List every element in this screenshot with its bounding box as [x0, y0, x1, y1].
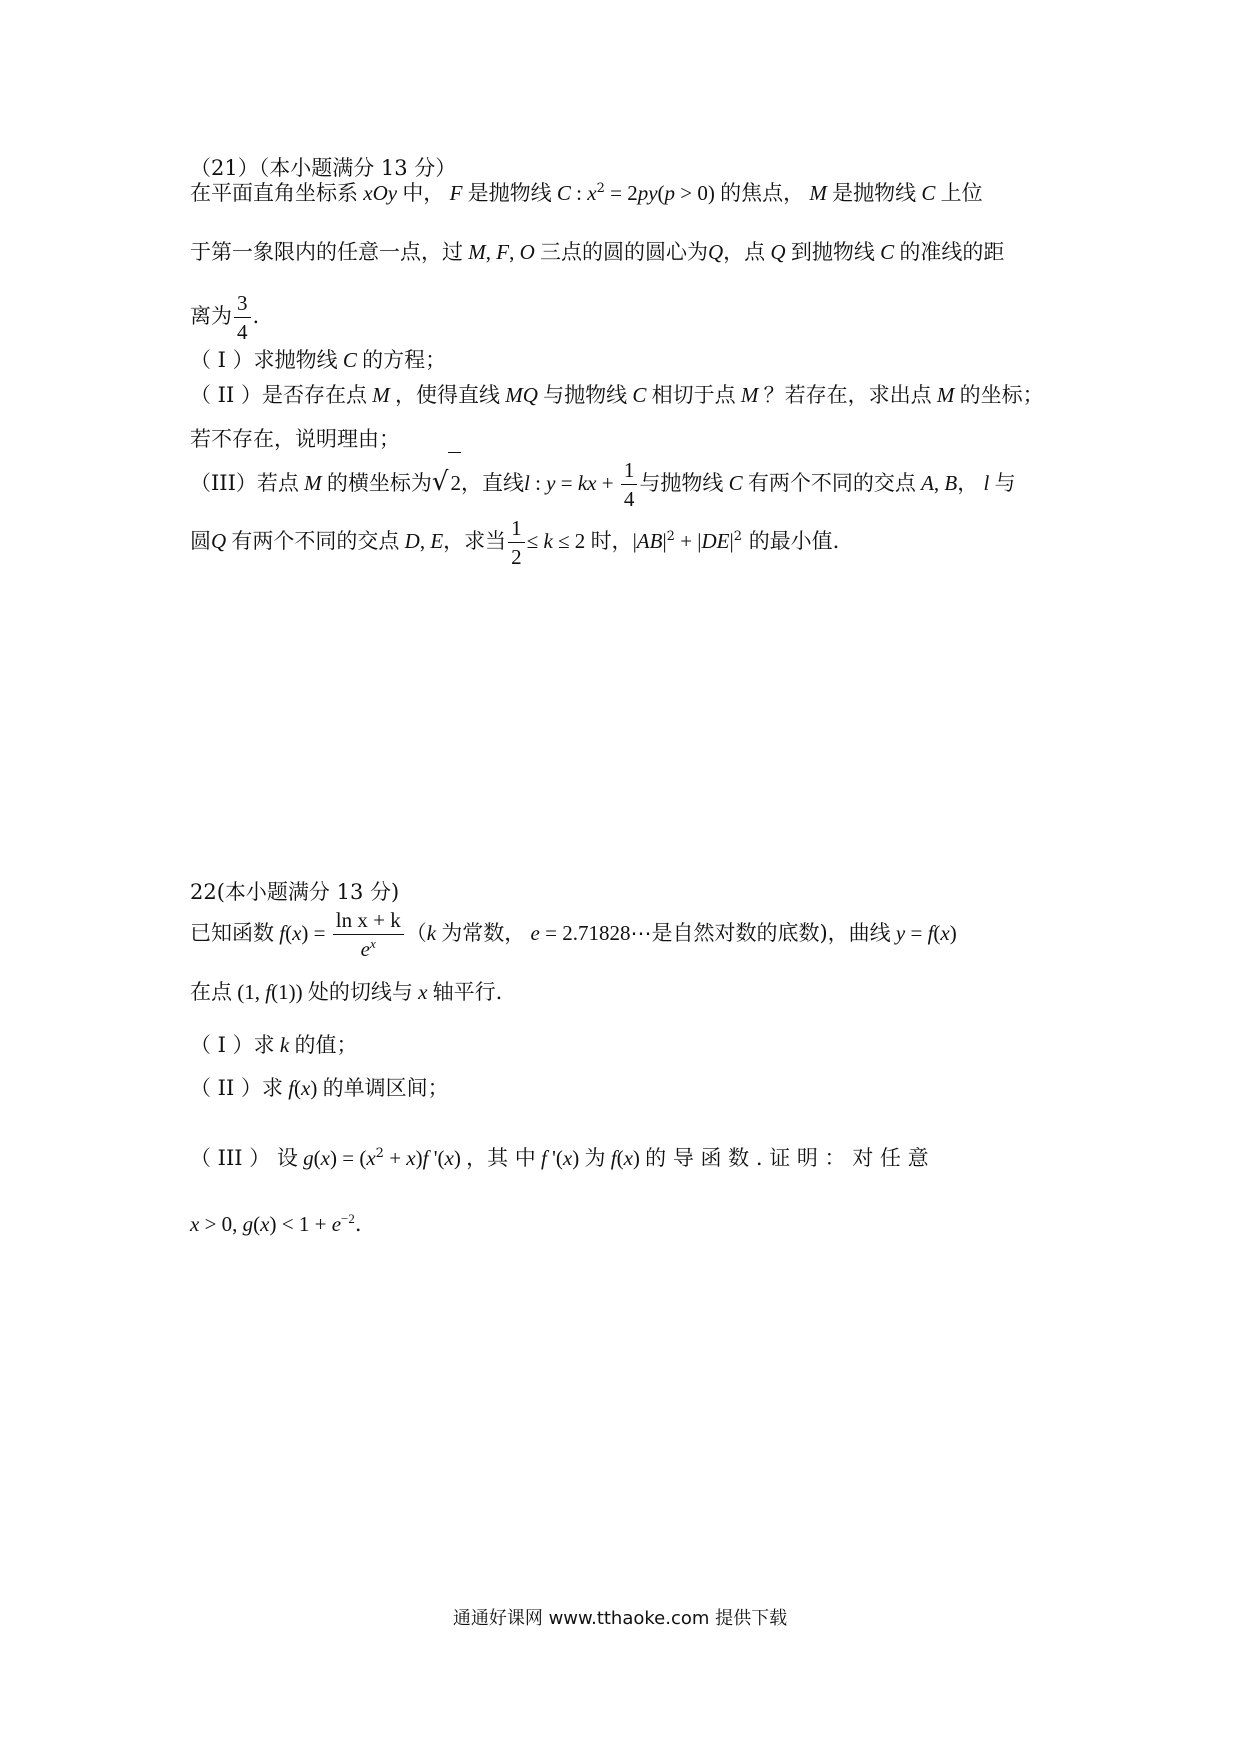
q21-part-2-cont: 若不存在，说明理由； — [190, 427, 400, 451]
footer-download-note: 通通好课网 www.tthaoke.com 提供下载 — [452, 1608, 788, 1629]
q21-part-3-cont: 圆Q 有两个不同的交点 D, E，求当 $\frac{1}{2}$ ≤ k ≤ 2 时，$|AB|^2 + |DE|^2$ 的最小值. — [190, 516, 840, 569]
q21-part-3: （III）若点 M 的横坐标为√2，直线l : y = kx + $\frac{1}{4}$ 与抛物线 C 有两个不同的交点 A, B， l 与 — [190, 452, 1070, 513]
q22-part-1: （ I ）求 k 的值； — [190, 1033, 358, 1057]
q21-header: （21）（本小题满分 13 分） — [190, 156, 457, 180]
fraction-one-quarter: $\frac{1}{4}$ — [621, 456, 638, 513]
q21-line-3: 离为 $\frac{3}{4}$ . — [190, 291, 260, 344]
q22-header: 22(本小题满分 13 分) — [190, 880, 400, 904]
q21-part-2: （ II ）是否存在点 M ，使得直线 MQ 与抛物线 C 相切于点 M ？若存在，求出点 M 的坐标； — [190, 383, 1044, 407]
q22-line-1: 已知函数 f(x) = $\frac{\text{ln x + k}}{e^x}$ （k 为常数， e = 2.71828⋯是自然对数的底数)，曲线 y = f(x) — [190, 908, 957, 961]
q22-part-3: （ III ） 设 $g(x) = (x^2 + x)f$ '(x) ，其 中 f '(x) 为 f(x) 的 导 函 数 . 证 明 ： 对 任 意 — [190, 1146, 929, 1170]
q22-line-2: 在点 (1, f(1)) 处的切线与 x 轴平行. — [190, 980, 503, 1004]
q22-part-3-cont: x > 0, $g(x) < 1 + e^{-2}$. — [190, 1211, 362, 1236]
q21-part-1: （ I ）求抛物线 C 的方程； — [190, 348, 447, 372]
fraction-three-quarters: $\frac{3}{4}$ — [234, 289, 251, 346]
fraction-one-half: $\frac{1}{2}$ — [508, 514, 525, 571]
q22-part-2: （ II ）求 f(x) 的单调区间； — [190, 1076, 449, 1100]
q21-line-2: 于第一象限内的任意一点，过 M, F, O 三点的圆的圆心为Q，点 Q 到抛物线 C 的准线的距 — [190, 240, 1005, 264]
function-fraction: $\frac{\text{ln x + k}}{e^x}$ — [333, 906, 404, 963]
q21-line-1: 在平面直角坐标系 xOy 中， F 是抛物线 C : $x^2 = 2py(p > 0)$ 的焦点， M 是抛物线 C 上位 — [190, 181, 983, 205]
